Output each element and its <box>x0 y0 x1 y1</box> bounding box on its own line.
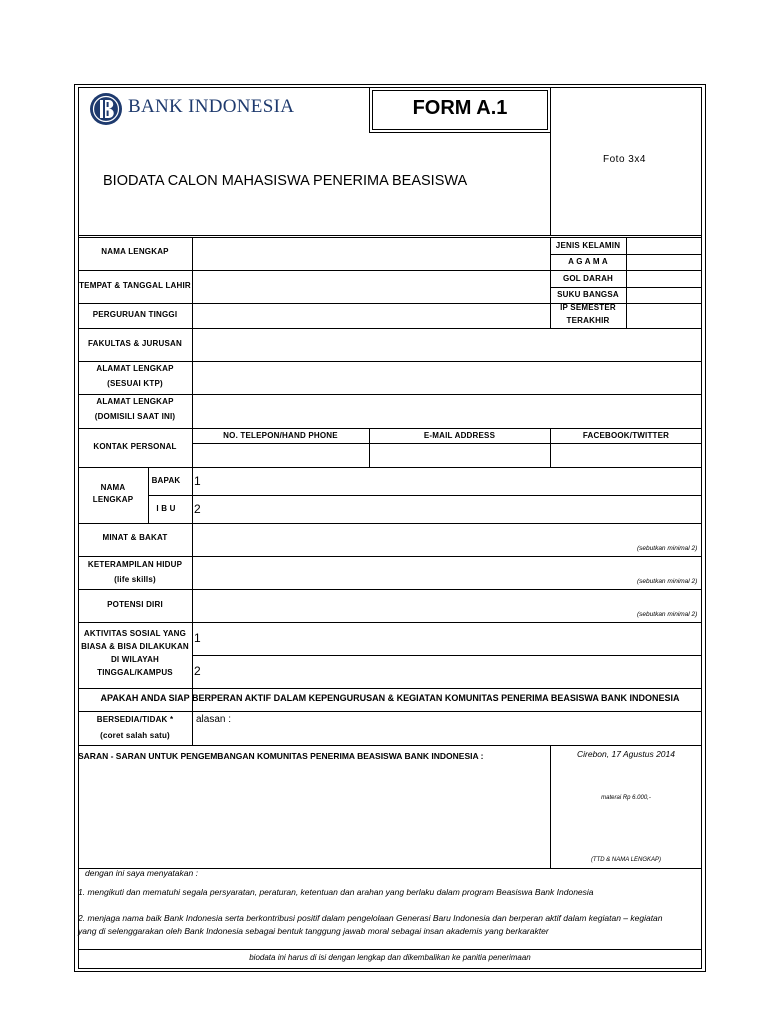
input-fakultas-jurusan[interactable] <box>193 329 701 360</box>
input-alamat-domisili[interactable] <box>193 395 701 427</box>
label-alasan: alasan : <box>196 714 232 725</box>
input-potensi-diri[interactable] <box>193 590 701 621</box>
input-social[interactable] <box>551 444 701 466</box>
input-email[interactable] <box>370 444 549 466</box>
input-keterampilan-hidup[interactable] <box>193 557 701 588</box>
input-mother-name[interactable] <box>205 496 701 522</box>
label-suggestions: SARAN - SARAN UNTUK PENGEMBANGAN KOMUNITAS PENERIMA BEASISWA BANK INDONESIA : <box>78 751 484 761</box>
bank-logo-icon <box>88 91 124 127</box>
input-suku-bangsa[interactable] <box>627 288 701 302</box>
input-tempat-tanggal-lahir[interactable] <box>193 271 549 302</box>
label-jenis-kelamin: JENIS KELAMIN <box>555 241 621 250</box>
activity-number-1: 1 <box>194 631 201 645</box>
input-alasan[interactable] <box>240 712 701 744</box>
label-parents-group-2: LENGKAP <box>92 495 134 504</box>
header-social: FACEBOOK/TWITTER <box>582 431 670 440</box>
activity-number-2: 2 <box>194 664 201 678</box>
label-alamat-domisili-note: (DOMISILI SAAT INI) <box>94 412 176 421</box>
label-aktivitas-sosial-2: BIASA & BISA DILAKUKAN <box>81 642 189 651</box>
label-aktivitas-sosial: AKTIVITAS SOSIAL YANG <box>83 629 187 638</box>
label-minat-bakat: MINAT & BAKAT <box>102 533 168 542</box>
input-nama-lengkap[interactable] <box>193 238 549 269</box>
label-aktivitas-sosial-3: DI WILAYAH <box>110 655 160 664</box>
label-ip-semester: IP SEMESTER <box>560 303 616 312</box>
input-father-name[interactable] <box>205 468 701 494</box>
input-activity-2[interactable] <box>205 656 701 687</box>
signature-area[interactable] <box>551 764 701 854</box>
photo-box <box>550 87 702 235</box>
statement-point-2-cont: yang di selenggarakan oleh Bank Indonesia sebagai bentuk tanggung jawab moral sebagai insan akademis yang berkarakter <box>78 926 549 936</box>
label-life-skills: (life skills) <box>114 575 156 584</box>
input-alamat-ktp[interactable] <box>193 362 701 393</box>
father-number: 1 <box>194 474 201 488</box>
label-aktivitas-sosial-4: TINGGAL/KAMPUS <box>97 668 173 677</box>
label-father: BAPAK <box>151 476 181 485</box>
input-suggestions[interactable] <box>79 764 549 867</box>
page-title: BIODATA CALON MAHASISWA PENERIMA BEASISWA <box>103 173 468 189</box>
label-mother: I B U <box>156 504 176 513</box>
input-gol-darah[interactable] <box>627 271 701 286</box>
input-perguruan-tinggi[interactable] <box>193 304 549 327</box>
form-code: FORM A.1 <box>412 97 508 119</box>
label-keterampilan-hidup: KETERAMPILAN HIDUP <box>87 560 183 569</box>
input-phone[interactable] <box>193 444 368 466</box>
stamp-label: materai Rp 6.000,- <box>601 795 651 801</box>
label-fakultas-jurusan: FAKULTAS & JURUSAN <box>88 339 182 348</box>
input-ip-semester[interactable] <box>627 304 701 327</box>
label-coret-salah-satu: (coret salah satu) <box>100 731 170 740</box>
bank-logo-text: BANK INDONESIA <box>128 96 295 117</box>
photo-label: Foto 3x4 <box>603 154 646 165</box>
place-date: Cirebon, 17 Agustus 2014 <box>577 749 675 759</box>
input-agama[interactable] <box>627 255 701 269</box>
label-ip-semester-note: TERAKHIR <box>566 316 610 325</box>
header-email: E-MAIL ADDRESS <box>423 431 496 440</box>
statement-point-1: 1. mengikuti dan mematuhi segala persyaratan, peraturan, ketentuan dan arahan yang berlaku dalam program Beasiswa Bank Indonesia <box>78 887 594 897</box>
signature-label: (TTD & NAMA LENGKAP) <box>590 857 662 863</box>
label-tempat-tanggal-lahir: TEMPAT & TANGGAL LAHIR <box>79 281 191 290</box>
input-activity-1[interactable] <box>205 623 701 654</box>
header-phone: NO. TELEPON/HAND PHONE <box>223 431 338 440</box>
input-jenis-kelamin[interactable] <box>627 238 701 253</box>
hint-keterampilan: (sebutkan minimal 2) <box>637 578 698 585</box>
label-kontak-personal: KONTAK PERSONAL <box>93 442 177 451</box>
label-potensi-diri: POTENSI DIRI <box>107 600 163 609</box>
mother-number: 2 <box>194 502 201 516</box>
label-perguruan-tinggi: PERGURUAN TINGGI <box>92 310 178 319</box>
statement-intro: dengan ini saya menyatakan : <box>85 868 198 878</box>
label-nama-lengkap: NAMA LENGKAP <box>101 247 169 256</box>
form-code-box <box>369 87 551 133</box>
label-suku-bangsa: SUKU BANGSA <box>557 290 619 299</box>
label-alamat-ktp-note: (SESUAI KTP) <box>107 379 163 388</box>
hint-minat-bakat: (sebutkan minimal 2) <box>637 545 698 552</box>
label-agama: A G A M A <box>568 257 608 266</box>
hint-potensi-diri: (sebutkan minimal 2) <box>637 611 698 618</box>
label-alamat-domisili: ALAMAT LENGKAP <box>96 397 174 406</box>
label-gol-darah: GOL DARAH <box>562 274 614 283</box>
input-minat-bakat[interactable] <box>193 524 701 555</box>
footer-note: biodata ini harus di isi dengan lengkap dan dikembalikan ke panitia penerimaan <box>249 953 531 962</box>
label-parents-group: NAMA <box>100 483 126 492</box>
label-alamat-ktp: ALAMAT LENGKAP <box>96 364 174 373</box>
question-text: APAKAH ANDA SIAP BERPERAN AKTIF DALAM KEPENGURUSAN & KEGIATAN KOMUNITAS PENERIMA BEASISWA BANK INDONESIA <box>100 693 680 703</box>
bank-logo <box>88 91 308 125</box>
statement-point-2: 2. menjaga nama baik Bank Indonesia serta berkontribusi positif dalam pengelolaan Generasi Baru Indonesia dan berperan aktif dalam kegiatan – kegiatan <box>78 913 663 923</box>
label-bersedia-tidak: BERSEDIA/TIDAK * <box>96 715 174 724</box>
